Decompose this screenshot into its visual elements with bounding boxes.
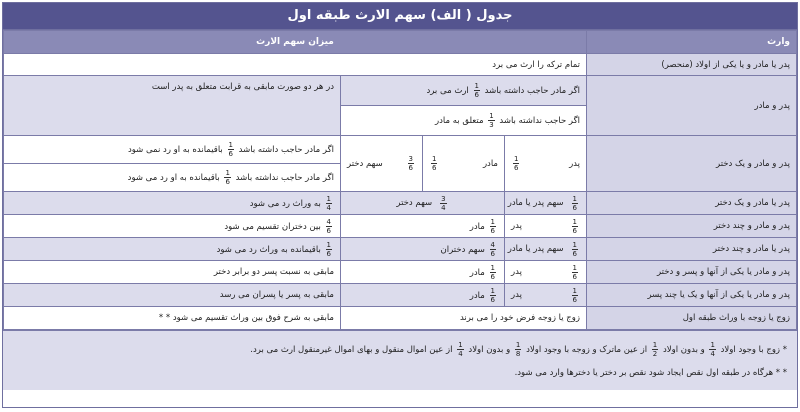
mother-share-cell: $\frac{1}{6}$ مادر — [341, 215, 505, 238]
table-row — [4, 238, 797, 261]
footnote-2: * * هرگاه در طبقه اول نقص ایجاد شود نقص بر دختر یا دخترها وارد می شود. — [514, 368, 787, 378]
table-header-row — [4, 31, 797, 54]
condition-text: اگر حاجب نداشته باشد — [499, 116, 580, 126]
header-heir: وارث — [587, 31, 797, 54]
fraction: $\frac{3}{6}$ — [408, 155, 413, 172]
footnotes — [3, 330, 797, 390]
heir-cell: پدر و مادر و یک دختر — [587, 136, 797, 192]
rest-cell: $\frac{4}{6}$ بین دختران تقسیم می شود — [4, 215, 341, 238]
father-share-cell: پدر $\frac{1}{6}$ — [505, 136, 587, 192]
fraction: $\frac{1}{6}$ — [432, 155, 437, 172]
rest-cell: $\frac{1}{6}$ باقیمانده به وراث رد می شود — [4, 238, 341, 261]
heir-cell: پدر یا مادر و یک دختر — [587, 192, 797, 215]
father-share-cell: $\frac{1}{6}$ پدر — [505, 284, 587, 307]
parent-share-cell: $\frac{1}{6}$ سهم پدر یا مادر — [505, 238, 587, 261]
fraction: $\frac{1}{6}$ — [474, 82, 479, 99]
inheritance-table — [3, 30, 797, 330]
heir-cell: پدر و مادر یا یکی از آنها و پسر و دختر — [587, 261, 797, 284]
fraction: $\frac{1}{6}$ — [490, 263, 495, 281]
footnote-1: * زوج با وجود اولاد $\frac{1}{4}$ و بدون اولاد $\frac{1}{2}$ از عین ماترک و زوجه با وجود اولاد $\frac{1}{8}$ و بدون اولاد $\frac{1}{4}$ از عین اموال منقول و بهای اموال غیرمنقول ارث می برد. — [250, 341, 787, 358]
rest-cell: مابقی به شرح فوق بین وراث تقسیم می شود * * — [4, 307, 341, 330]
fraction: $\frac{1}{3}$ — [489, 112, 494, 129]
fraction: $\frac{4}{6}$ — [326, 217, 331, 235]
fraction: $\frac{1}{8}$ — [515, 341, 521, 358]
condition-text: ارث می برد — [426, 86, 469, 96]
heir-cell: پدر و مادر یا یکی از آنها و یک یا چند پسر — [587, 284, 797, 307]
parent-share-cell: $\frac{1}{6}$ سهم پدر یا مادر — [505, 192, 587, 215]
rest-cell: مابقی به پسر یا پسران می رسد — [4, 284, 341, 307]
fraction: $\frac{1}{6}$ — [490, 286, 495, 304]
share-cell — [341, 106, 587, 136]
fraction: $\frac{4}{6}$ — [490, 240, 495, 258]
daughter-share-cell: $\frac{3}{4}$ سهم دختر — [341, 192, 505, 215]
fraction: $\frac{1}{6}$ — [514, 155, 519, 172]
share-cell — [341, 76, 587, 106]
inheritance-table-page — [2, 2, 798, 408]
share-cell: تمام ترکه را ارث می برد — [4, 54, 587, 76]
fraction: $\frac{1}{4}$ — [710, 341, 715, 358]
condition-cell: اگر مادر حاجب نداشته باشد $\frac{1}{6}$ باقیمانده به او رد می شود — [4, 164, 341, 192]
mother-share-cell: $\frac{1}{6}$ مادر — [341, 284, 505, 307]
table-row — [4, 261, 797, 284]
fraction: $\frac{1}{6}$ — [572, 194, 577, 212]
fraction: $\frac{1}{6}$ — [326, 240, 331, 258]
fraction: $\frac{1}{6}$ — [572, 286, 577, 304]
page-title: جدول ( الف) سهم الارث طبقه اول — [3, 3, 797, 30]
heir-cell: پدر یا مادر و یا یکی از اولاد (منحصر) — [587, 54, 797, 76]
fraction: $\frac{1}{6}$ — [572, 240, 577, 258]
heir-cell: زوج یا زوجه با وراث طبقه اول — [587, 307, 797, 330]
share-cell: زوج یا زوجه فرض خود را می برند — [341, 307, 587, 330]
condition-text: اگر مادر حاجب داشته باشد — [484, 86, 580, 96]
remainder-cell: در هر دو صورت مابقی به قرابت متعلق به پدر است — [4, 76, 341, 136]
fraction: $\frac{3}{4}$ — [441, 194, 446, 212]
fraction: $\frac{1}{6}$ — [228, 141, 233, 158]
table-row — [4, 76, 797, 106]
condition-cell: اگر مادر حاجب داشته باشد $\frac{1}{6}$ باقیمانده به او رد نمی شود — [4, 136, 341, 164]
mother-share-cell: مادر $\frac{1}{6}$ — [423, 136, 505, 192]
heir-cell: پدر یا مادر و چند دختر — [587, 238, 797, 261]
fraction: $\frac{1}{4}$ — [326, 194, 331, 212]
header-share: میزان سهم الارث — [4, 31, 587, 54]
father-share-cell: $\frac{1}{6}$ پدر — [505, 215, 587, 238]
heir-cell: پدر و مادر — [587, 76, 797, 136]
heir-cell: پدر و مادر و چند دختر — [587, 215, 797, 238]
fraction: $\frac{1}{2}$ — [652, 341, 658, 358]
fraction: $\frac{1}{6}$ — [490, 217, 495, 235]
daughters-share-cell: $\frac{4}{6}$ سهم دختران — [341, 238, 505, 261]
table-row — [4, 192, 797, 215]
fraction: $\frac{1}{6}$ — [225, 169, 230, 186]
father-share-cell: $\frac{1}{6}$ پدر — [505, 261, 587, 284]
table-row — [4, 215, 797, 238]
daughter-share-cell: $\frac{3}{6}$ سهم دختر — [341, 136, 423, 192]
fraction: $\frac{1}{4}$ — [458, 341, 463, 358]
rest-cell: مابقی به نسبت پسر دو برابر دختر — [4, 261, 341, 284]
rest-cell: $\frac{1}{4}$ به وراث رد می شود — [4, 192, 341, 215]
fraction: $\frac{1}{6}$ — [572, 263, 577, 281]
table-row — [4, 136, 797, 164]
fraction: $\frac{1}{6}$ — [572, 217, 577, 235]
table-row — [4, 284, 797, 307]
condition-text: متعلق به مادر — [435, 116, 484, 126]
table-row — [4, 307, 797, 330]
mother-share-cell: $\frac{1}{6}$ مادر — [341, 261, 505, 284]
table-row — [4, 54, 797, 76]
